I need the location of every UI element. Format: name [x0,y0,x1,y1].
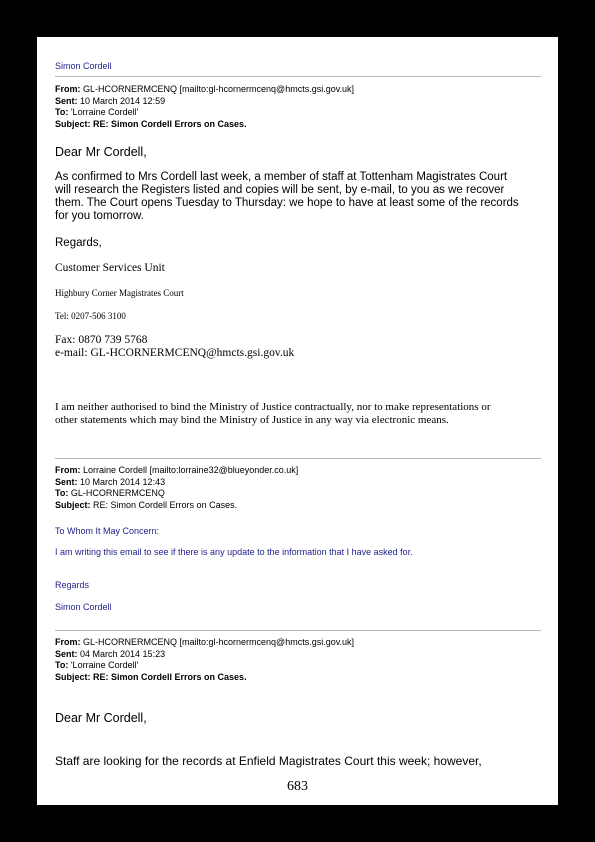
email1-greeting: Dear Mr Cordell, [55,145,147,159]
body-line: them. The Court opens Tuesday to Thursday: we hope to have at least some of the records [55,197,519,209]
email2-signature: Simon Cordell [55,602,112,612]
email1-to: 'Lorraine Cordell' [70,107,139,117]
disclaimer-line: other statements which may bind the Ministry of Justice in any way via electronic means. [55,414,449,426]
page-number: 683 [287,779,308,794]
separator-rule [55,458,541,459]
separator-rule [55,630,541,631]
email2-subject: RE: Simon Cordell Errors on Cases. [93,499,238,510]
subject-label: Subject: [55,671,91,682]
email3-to: 'Lorraine Cordell' [70,660,139,670]
separator-rule [55,76,541,77]
email1-fax: Fax: 0870 739 5768 [55,334,148,346]
email3-body: Staff are looking for the records at Enfield Magistrates Court this week; however, [55,754,482,768]
top-signature: Simon Cordell [55,61,112,71]
subject-label: Subject: [55,118,91,129]
email2-body: I am writing this email to see if there is any update to the information that I have asked for. [55,547,413,557]
email3-greeting: Dear Mr Cordell, [55,711,147,725]
email1-body [55,171,519,223]
email2-to: GL-HCORNERMCENQ [70,488,165,498]
to-label: To: [55,488,69,498]
email1-sent: 10 March 2014 12:59 [80,95,166,106]
subject-label: Subject: [55,499,91,510]
sent-label: Sent: [55,648,78,659]
email3-from: GL-HCORNERMCENQ [mailto:gl-hcornermcenq@hmcts.gsi.gov.uk] [83,637,355,647]
sent-label: Sent: [55,476,78,487]
sent-label: Sent: [55,95,78,106]
email1-contact [55,334,294,360]
email1-court: Highbury Corner Magistrates Court [55,288,184,298]
body-line: will research the Registers listed and copies will be sent, by e-mail, to you as we recover [55,184,505,196]
email1-regards: Regards, [55,237,102,249]
body-line: for you tomorrow. [55,210,144,222]
email3-subject: RE: Simon Cordell Errors on Cases. [93,671,247,682]
email1-email: e-mail: GL-HCORNERMCENQ@hmcts.gsi.gov.uk [55,347,295,359]
email3-header [55,637,354,683]
body-line: As confirmed to Mrs Cordell last week, a member of staff at Tottenham Magistrates Court [55,171,508,183]
email2-greeting: To Whom It May Concern: [55,526,160,536]
document-page [37,37,558,805]
email1-from: GL-HCORNERMCENQ [mailto:gl-hcornermcenq@hmcts.gsi.gov.uk] [83,84,355,94]
to-label: To: [55,107,69,117]
to-label: To: [55,660,69,670]
email2-header [55,465,298,511]
email2-sent: 10 March 2014 12:43 [80,476,166,487]
email1-unit: Customer Services Unit [55,262,165,274]
email1-disclaimer [55,401,491,427]
email2-regards: Regards [55,580,90,590]
disclaimer-line: I am neither authorised to bind the Ministry of Justice contractually, nor to make representations or [55,401,491,413]
from-label: From: [55,637,81,647]
email1-subject: RE: Simon Cordell Errors on Cases. [93,118,247,129]
email3-sent: 04 March 2014 15:23 [80,648,166,659]
from-label: From: [55,465,81,475]
email2-from: Lorraine Cordell [mailto:lorraine32@blueyonder.co.uk] [83,465,299,475]
email1-tel: Tel: 0207-506 3100 [55,311,126,321]
from-label: From: [55,84,81,94]
email1-header [55,84,354,130]
